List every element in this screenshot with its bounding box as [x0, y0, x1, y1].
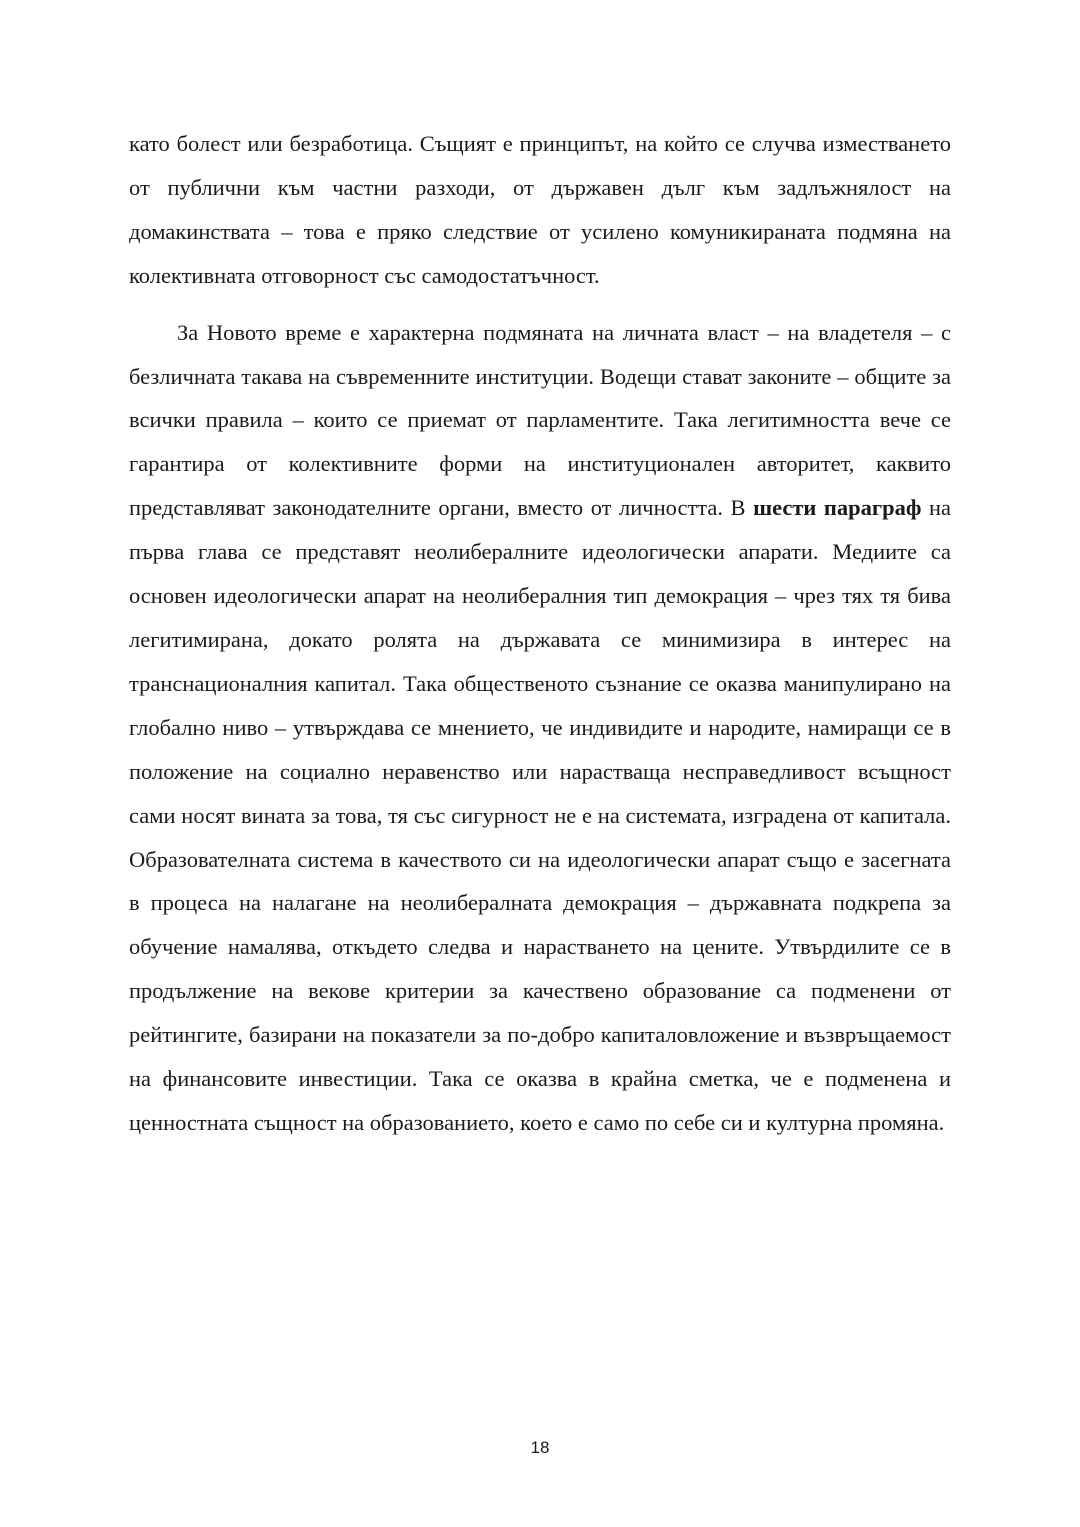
paragraph-text-start: За Новото време е характерна подмяната на личната власт – на владетеля – с безличната такава на съвременните институции. Водещи стават законите – общите за всички правила – които се приемат от парламентите. Така легитимността вече се гарантира от колективните форми на институционален авторитет, каквито представляват законодателните органи, вместо от личността. В: [129, 319, 951, 521]
body-text: [129, 122, 951, 1145]
paragraph-continued: като болест или безработица. Същият е принципът, на който се случва изместването от публични към частни разходи, от държавен дълг към задлъжнялост на домакинствата – това е пряко следствие от усилено комуникираната подмяна на колективната отговорност със самодостатъчност.: [129, 131, 951, 288]
bold-section-reference: шести параграф: [753, 495, 922, 521]
paragraph-new-time: [129, 311, 951, 1145]
page-number: 18: [530, 1438, 550, 1457]
paragraph-text-end: на първа глава се представят неолибералните идеологически апарати. Медиите са основен идеологически апарат на неолибералния тип демокрация – чрез тях тя бива легитимирана, докато ролята на държавата се минимизира в интерес на транснационалния капитал. Така общественото съзнание се оказва манипулирано на глобално ниво – утвърждава се мнението, че индивидите и народите, намиращи се в положение на социално неравенство или нарастваща несправедливост всъщност сами носят вината за това, тя със сигурност не е на системата, изградена от капитала. Образователната система в качеството си на идеологически апарат също е засегната в процеса на налагане на неолибералната демокрация – държавната подкрепа за обучение намалява, откъдето следва и нарастването на цените. Утвърдилите се в продължение на векове критерии за качествено образование са подменени от рейтингите, базирани на показатели за по-добро капиталовложение и възвръщаемост на финансовите инвестиции. Така се оказва в крайна сметка, че е подменена и ценностната същност на образованието, което е само по себе си и културна промяна.: [129, 495, 951, 1135]
